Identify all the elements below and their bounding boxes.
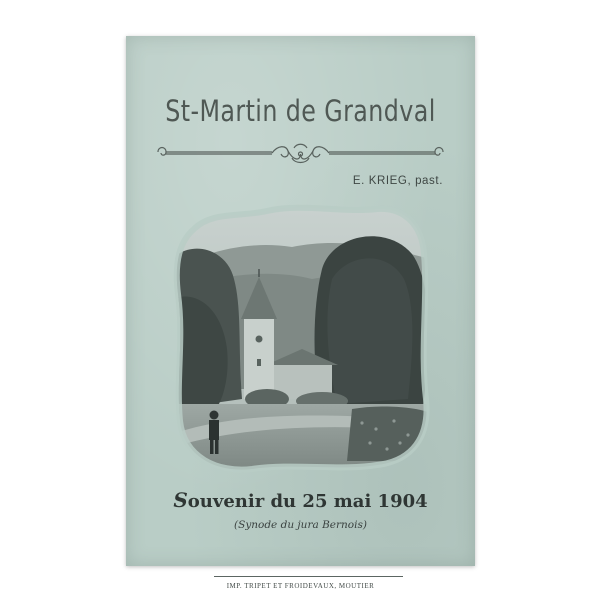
souvenir-heading [126, 488, 475, 512]
souvenir-initial: S [173, 488, 188, 512]
author-line: E. KRIEG, past. [352, 175, 443, 187]
printer-imprint: IMP. TRIPET ET FROIDEVAUX, MOUTIER [226, 582, 375, 590]
ornamental-divider-icon [154, 142, 447, 166]
booklet-cover [126, 36, 475, 590]
synod-caption: (Synode du jura Bernois) [234, 519, 367, 531]
church-photograph [172, 199, 430, 475]
souvenir-text: ouvenir du 25 mai 1904 [187, 491, 428, 512]
footer-divider [214, 576, 403, 577]
cover-title: St-Martin de Grandval [165, 94, 436, 128]
